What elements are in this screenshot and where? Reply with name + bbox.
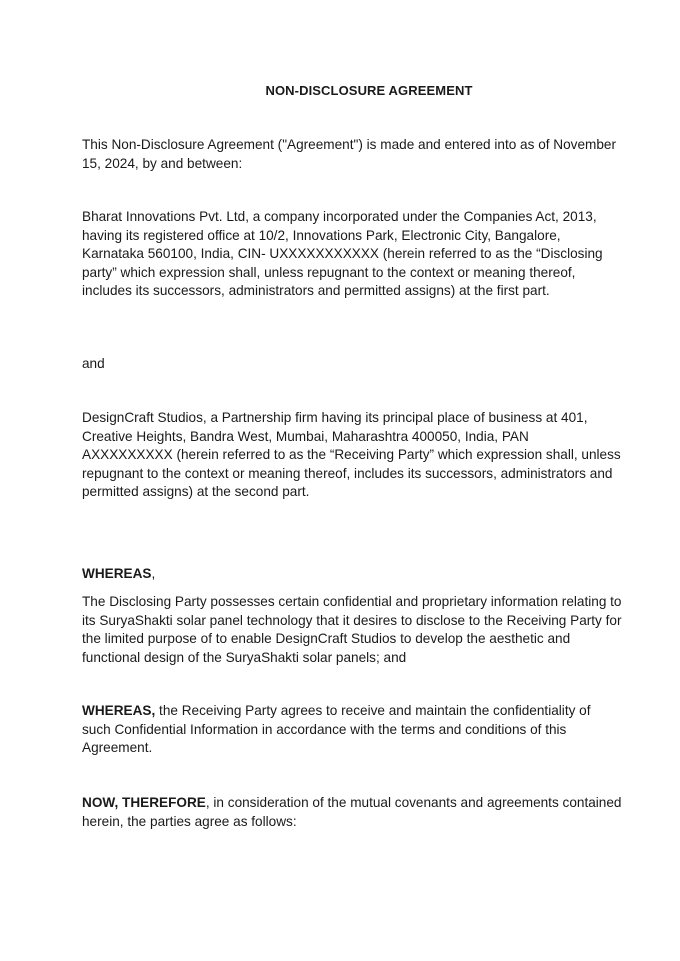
now-therefore-paragraph [82, 794, 622, 831]
whereas-heading-comma: , [151, 566, 156, 581]
whereas-paragraph-2 [82, 702, 622, 758]
and-separator: and [82, 356, 105, 371]
receiving-party-paragraph: DesignCraft Studios, a Partnership firm having its principal place of business at 401, Creative Heights, Bandra West, Mumbai, Maharashtra 400050, India, PAN AXXXXXXXXX (herein referred to as the “Receiving Party” which expression shall, unless repugnant to the context or meaning thereof, includes its successors, administrators and permitted assigns) at the second part. [82, 410, 621, 500]
document-title: NON-DISCLOSURE AGREEMENT [265, 83, 473, 98]
disclosing-party-paragraph: Bharat Innovations Pvt. Ltd, a company incorporated under the Companies Act, 2013, having its registered office at 10/2, Innovations Park, Electronic City, Bangalore, Karnataka 560100, India, CIN- UXXXXXXXXXXX (herein referred to as the “Disclosing party” which expression shall, unless repugnant to the context or meaning thereof, includes its successors, administrators and permitted assigns) at the first part. [82, 209, 603, 299]
intro-paragraph: This Non-Disclosure Agreement ("Agreement") is made and entered into as of November 15, 2024, by and between: [82, 137, 617, 171]
whereas-heading [82, 565, 622, 584]
whereas-heading-bold: WHEREAS [82, 566, 152, 581]
whereas-2-text: the Receiving Party agrees to receive and maintain the confidentiality of such Confidential Information in accordance with the terms and conditions of this Agreement. [82, 703, 591, 756]
whereas-paragraph-1: The Disclosing Party possesses certain confidential and proprietary information relating to its SuryaShakti solar panel technology that it desires to disclose to the Receiving Party for the limited purpose of to enable DesignCraft Studios to develop the aesthetic and functional design of the SuryaShakti solar panels; and [82, 594, 622, 665]
now-therefore-text: , in consideration of the mutual covenants and agreements contained herein, the parties agree as follows: [82, 795, 622, 829]
now-therefore-lead: NOW, THEREFORE [82, 795, 206, 810]
whereas-2-lead: WHEREAS, [82, 703, 156, 718]
